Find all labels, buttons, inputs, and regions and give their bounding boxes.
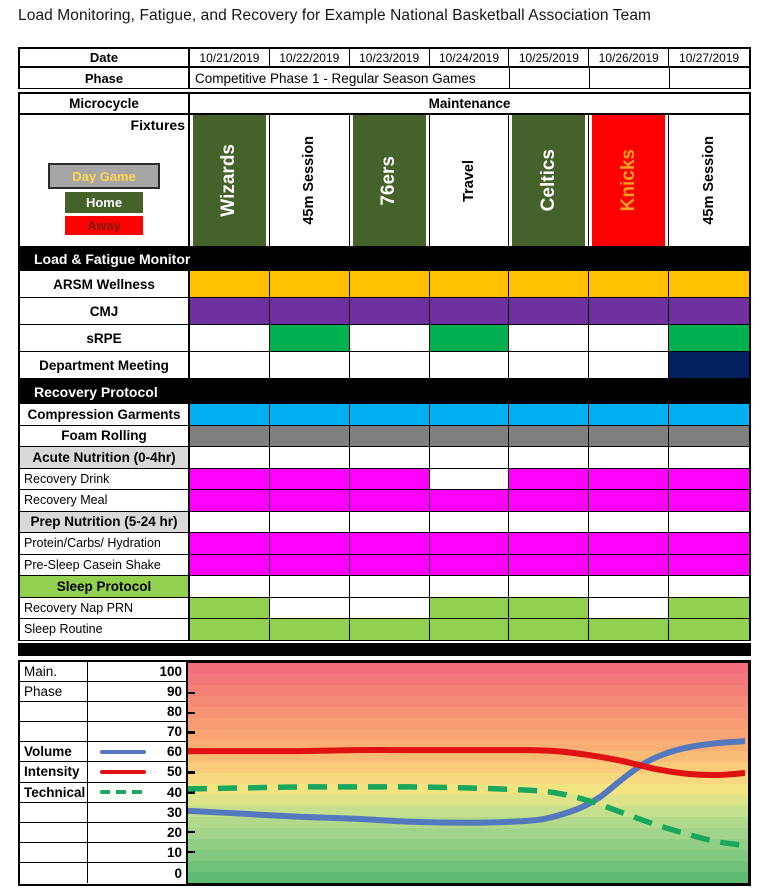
day-cell: [270, 469, 350, 490]
day-cell: [350, 469, 430, 490]
row-label: Recovery Drink: [20, 469, 190, 490]
day-cell: [190, 598, 270, 619]
row-label: Foam Rolling: [20, 426, 190, 447]
row-label: Pre-Sleep Casein Shake: [20, 555, 190, 576]
axis-row: [20, 823, 186, 843]
row-label: Acute Nutrition (0-4hr): [20, 447, 190, 468]
row-label: Sleep Protocol: [20, 576, 190, 597]
day-cell: [270, 555, 350, 576]
day-cell: [190, 404, 270, 425]
legend-swatch-intensity: [100, 770, 146, 775]
day-cell: [669, 447, 749, 468]
day-cell: [430, 533, 510, 554]
microcycle-value: Maintenance: [428, 96, 511, 111]
day-cell: [190, 576, 270, 597]
day-cell: [430, 619, 510, 640]
day-cell: [669, 352, 749, 378]
day-cell: [669, 619, 749, 640]
chart-axis-table: [18, 660, 188, 886]
day-cell: [350, 490, 430, 511]
axis-tick: [88, 863, 186, 883]
day-cell: [190, 533, 270, 554]
fixture-cell: [350, 115, 430, 246]
phase-row-label: Phase: [20, 68, 190, 88]
axis-tick-value: 40: [166, 784, 182, 800]
row-label: Recovery Nap PRN: [20, 598, 190, 619]
day-cell: [270, 298, 350, 324]
activity-row: [20, 352, 749, 379]
day-cell: [270, 619, 350, 640]
activity-row: [20, 619, 749, 641]
day-cell: [270, 352, 350, 378]
fixture-cell: [509, 115, 589, 246]
fixture-fill: [273, 115, 346, 246]
fixture-fill: [193, 115, 266, 246]
day-cell: [350, 619, 430, 640]
fixture-fill: [592, 115, 665, 246]
day-cell: [669, 271, 749, 297]
date-row: [18, 47, 751, 68]
activity-row: [20, 533, 749, 555]
axis-tick-value: 30: [166, 804, 182, 820]
day-cell: [589, 404, 669, 425]
fixtures-label-cell: [20, 115, 190, 246]
day-cell: [509, 512, 589, 533]
fixture-fill: [433, 115, 506, 246]
axis-label: [20, 863, 88, 883]
row-label: Prep Nutrition (5-24 hr): [20, 512, 190, 533]
day-cell: [669, 469, 749, 490]
axis-tick-value: 50: [166, 764, 182, 780]
day-cell: [509, 447, 589, 468]
day-cell: [350, 512, 430, 533]
day-cell: [190, 512, 270, 533]
axis-tick: [88, 803, 186, 822]
day-cell: [669, 576, 749, 597]
axis-row: [20, 783, 186, 803]
day-cell: [270, 325, 350, 351]
day-cell: [350, 298, 430, 324]
day-cell: [589, 271, 669, 297]
row-label: CMJ: [20, 298, 190, 324]
fixtures-row: [18, 115, 751, 246]
row-label: sRPE: [20, 325, 190, 351]
activity-row: [20, 555, 749, 577]
day-cell: [509, 598, 589, 619]
day-cell: [430, 598, 510, 619]
phase-empty-cell: [669, 68, 749, 88]
day-cell: [190, 271, 270, 297]
day-cell: [589, 469, 669, 490]
day-cell: [350, 325, 430, 351]
axis-tick-value: 100: [159, 663, 182, 679]
date-cell: 10/22/2019: [270, 49, 350, 66]
day-cell: [589, 619, 669, 640]
day-cell: [430, 576, 510, 597]
day-cell: [669, 325, 749, 351]
fixture-label: 45m Session: [701, 136, 718, 225]
day-cell: [270, 598, 350, 619]
page-title: Load Monitoring, Fatigue, and Recovery for Example National Basketball Association Team: [18, 7, 652, 24]
fixture-label: Wizards: [218, 144, 240, 217]
axis-tick-value: 90: [166, 683, 182, 699]
axis-label: Technical: [20, 783, 88, 802]
fixtures-caption: Fixtures: [130, 117, 185, 133]
axis-tick: [88, 662, 186, 681]
day-cell: [589, 490, 669, 511]
day-cell: [669, 490, 749, 511]
axis-label: Main.: [20, 662, 88, 681]
day-cell: [430, 512, 510, 533]
chart-lines: [188, 663, 745, 883]
day-cell: [509, 271, 589, 297]
axis-row: [20, 702, 186, 722]
fixture-label: 45m Session: [301, 136, 318, 225]
fixture-cell: [589, 115, 669, 246]
date-cell: 10/26/2019: [589, 49, 669, 66]
activity-row: [20, 598, 749, 620]
axis-row: [20, 762, 186, 782]
row-label: Compression Garments: [20, 404, 190, 425]
fixture-fill: [353, 115, 426, 246]
axis-row: [20, 722, 186, 742]
activity-row: [20, 271, 749, 298]
day-cell: [350, 352, 430, 378]
day-cell: [190, 490, 270, 511]
day-cell: [669, 404, 749, 425]
day-cell: [509, 298, 589, 324]
day-cell: [270, 404, 350, 425]
axis-label: [20, 702, 88, 721]
day-cell: [509, 533, 589, 554]
legend-swatch-volume: [100, 750, 146, 755]
day-cell: [350, 533, 430, 554]
day-cell: [509, 426, 589, 447]
row-label: Recovery Meal: [20, 490, 190, 511]
day-cell: [509, 576, 589, 597]
axis-tick-value: 10: [166, 845, 182, 861]
section-header-recovery: Recovery Protocol: [20, 379, 749, 404]
fixture-fill: [672, 115, 746, 246]
section-header-load: Load & Fatigue Monitor: [20, 246, 749, 271]
phase-empty-cell: [509, 68, 589, 88]
day-cell: [350, 426, 430, 447]
chart-plot-area: [188, 660, 751, 886]
day-cell: [589, 298, 669, 324]
day-cell: [430, 325, 510, 351]
row-label: Protein/Carbs/ Hydration: [20, 533, 190, 554]
legend-swatch-technical: [100, 790, 146, 795]
day-cell: [589, 512, 669, 533]
fixture-label: Travel: [460, 159, 477, 202]
day-cell: [509, 325, 589, 351]
day-cell: [430, 555, 510, 576]
axis-tick-value: 70: [166, 724, 182, 740]
day-cell: [669, 512, 749, 533]
day-cell: [190, 469, 270, 490]
date-cell: 10/25/2019: [509, 49, 589, 66]
day-cell: [430, 298, 510, 324]
day-cell: [350, 271, 430, 297]
subheader-row: [20, 576, 749, 598]
activity-row: [20, 426, 749, 448]
schedule-sheet: [18, 47, 751, 886]
day-cell: [509, 555, 589, 576]
day-cell: [509, 490, 589, 511]
activity-row: [20, 490, 749, 512]
day-cell: [669, 426, 749, 447]
phase-value: Competitive Phase 1 - Regular Season Games: [195, 70, 476, 86]
axis-label: Volume: [20, 742, 88, 761]
axis-label: [20, 823, 88, 842]
microcycle-label: Microcycle: [20, 94, 190, 113]
load-chart-block: [18, 660, 751, 886]
day-cell: [669, 298, 749, 324]
day-cell: [430, 426, 510, 447]
axis-row: [20, 843, 186, 863]
subheader-row: [20, 447, 749, 469]
date-cell: 10/21/2019: [190, 49, 270, 66]
axis-tick: [88, 742, 186, 761]
fixture-cell: [669, 115, 749, 246]
axis-tick-value: 0: [174, 865, 182, 881]
axis-label: Phase: [20, 682, 88, 701]
day-cell: [270, 512, 350, 533]
axis-row: [20, 682, 186, 702]
day-cell: [509, 619, 589, 640]
date-row-label: Date: [20, 49, 190, 66]
date-cell: 10/27/2019: [679, 50, 740, 65]
day-cell: [190, 426, 270, 447]
axis-tick-value: 20: [166, 825, 182, 841]
day-cell: [270, 533, 350, 554]
day-cell: [430, 469, 510, 490]
day-cell: [430, 490, 510, 511]
axis-tick: [88, 843, 186, 862]
axis-tick: [88, 702, 186, 721]
phase-row: [18, 68, 751, 89]
day-cell: [270, 271, 350, 297]
subheader-row: [20, 512, 749, 534]
day-cell: [270, 426, 350, 447]
day-cell: [270, 490, 350, 511]
day-cell: [190, 555, 270, 576]
day-cell: [509, 469, 589, 490]
day-cell: [509, 404, 589, 425]
axis-label: [20, 722, 88, 741]
day-cell: [270, 447, 350, 468]
day-cell: [350, 447, 430, 468]
day-cell: [190, 447, 270, 468]
day-cell: [430, 404, 510, 425]
axis-label: Intensity: [20, 762, 88, 781]
fixture-cell: [430, 115, 510, 246]
fixture-fill: [512, 115, 585, 246]
day-cell: [589, 325, 669, 351]
axis-label: [20, 803, 88, 822]
day-cell: [509, 352, 589, 378]
legend-item-away: Away: [65, 216, 143, 235]
activity-row: [20, 469, 749, 491]
day-cell: [350, 598, 430, 619]
axis-label: [20, 843, 88, 862]
day-cell: [190, 325, 270, 351]
fixture-legend: [20, 163, 188, 235]
day-cell: [589, 426, 669, 447]
row-label: Department Meeting: [20, 352, 190, 378]
day-cell: [589, 576, 669, 597]
day-cell: [350, 404, 430, 425]
day-cell: [669, 555, 749, 576]
axis-tick: [88, 823, 186, 842]
day-cell: [430, 447, 510, 468]
day-cell: [190, 298, 270, 324]
fixture-label: Knicks: [617, 149, 639, 212]
day-cell: [270, 576, 350, 597]
date-cell: 10/24/2019: [430, 49, 510, 66]
legend-item-home: Home: [65, 192, 143, 213]
day-cell: [669, 533, 749, 554]
day-cell: [589, 533, 669, 554]
day-cell: [430, 271, 510, 297]
day-cell: [669, 598, 749, 619]
fixture-label: 76ers: [378, 155, 400, 206]
day-cell: [350, 576, 430, 597]
day-cell: [589, 598, 669, 619]
activity-row: [20, 325, 749, 352]
axis-row: [20, 863, 186, 883]
date-cell: 10/23/2019: [350, 49, 430, 66]
monitor-sections: [18, 246, 751, 641]
axis-tick: [88, 722, 186, 741]
day-cell: [350, 555, 430, 576]
axis-row: [20, 662, 186, 682]
fixture-label: Celtics: [537, 149, 559, 212]
day-cell: [589, 447, 669, 468]
axis-row: [20, 742, 186, 762]
row-label: Sleep Routine: [20, 619, 190, 640]
microcycle-row: [18, 92, 751, 115]
day-cell: [589, 352, 669, 378]
day-cell: [589, 555, 669, 576]
day-cell: [430, 352, 510, 378]
day-cell: [190, 352, 270, 378]
section-divider-bar: [18, 643, 751, 656]
legend-item-day-game: Day Game: [48, 163, 160, 189]
axis-tick: [88, 762, 186, 781]
axis-tick-value: 80: [166, 703, 182, 719]
axis-tick-value: 60: [166, 744, 182, 760]
axis-tick: [88, 682, 186, 701]
fixture-cell: [270, 115, 350, 246]
row-label: ARSM Wellness: [20, 271, 190, 297]
fixture-cell: [190, 115, 270, 246]
day-cell: [190, 619, 270, 640]
activity-row: [20, 298, 749, 325]
axis-tick: [88, 783, 186, 802]
axis-row: [20, 803, 186, 823]
phase-empty-cell: [589, 68, 669, 88]
activity-row: [20, 404, 749, 426]
